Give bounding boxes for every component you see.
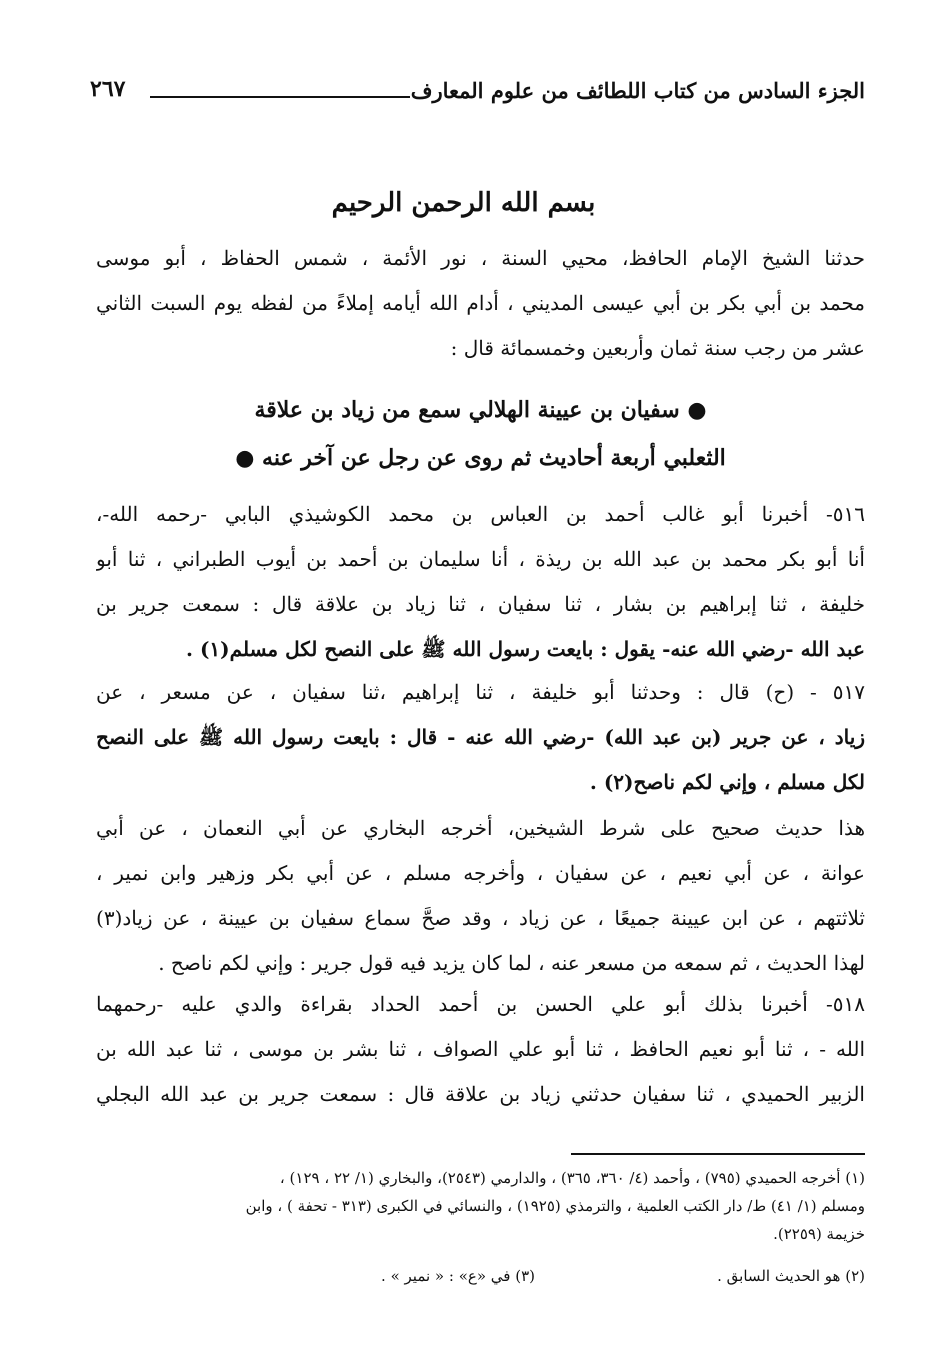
intro-line: محمد بن أبي بكر بن أبي عيسى المديني ، أدام الله أيامه إملاءً من لفظه يوم السبت الثاني — [96, 291, 865, 315]
footnote-3: (٣) في «ع» : « نمير » . — [381, 1267, 535, 1285]
page-number: ٢٦٧ — [90, 76, 126, 102]
header-rule — [150, 96, 410, 98]
intro-line: عشر من رجب سنة ثمان وأربعين وخمسمائة قال : — [450, 336, 865, 360]
intro-paragraph — [96, 236, 865, 371]
hadith-line: الزبير الحميدي ، ثنا سفيان حدثني زياد بن علاقة قال : سمعت جرير بن عبد الله البجلي — [96, 1082, 865, 1106]
footnote-2: (٢) هو الحديث السابق . — [717, 1267, 865, 1285]
section-heading-line: ● سفيان بن عيينة الهلالي سمع من زياد بن علاقة — [254, 397, 707, 423]
commentary-line: لهذا الحديث ، ثم سمعه من مسعر عنه ، لما كان يزيد فيه قول جرير : وإني لكم ناصح . — [158, 951, 865, 975]
commentary-line: هذا حديث صحيح على شرط الشيخين، أخرجه البخاري عن أبي النعمان ، عن أبي — [96, 816, 865, 840]
hadith-line: خليفة ، ثنا إبراهيم بن بشار ، ثنا سفيان ، ثنا زياد بن علاقة قال : سمعت جرير بن — [96, 592, 865, 616]
commentary-line: ثلاثتهم ، عن ابن عيينة جميعًا ، عن زياد ، وقد صحَّ سماع سفيان بن عيينة ، عن زياد(٣) — [96, 906, 865, 930]
section-heading-line: الثعلبي أربعة أحاديث ثم روى عن رجل عن آخر عنه ● — [235, 445, 726, 471]
running-header-title: الجزء السادس من كتاب اللطائف من علوم المعارف — [410, 78, 865, 103]
hadith-line: الله - ، ثنا أبو نعيم الحافظ ، ثنا أبو علي الصواف ، ثنا بشر بن موسى ، ثنا عبد الله بن — [96, 1037, 865, 1061]
footnote-1 — [96, 1164, 865, 1248]
running-header — [90, 70, 865, 118]
commentary-paragraph — [96, 806, 865, 986]
footnote-line: خزيمة (٢٢٥٩). — [773, 1225, 865, 1243]
basmala-heading: بسم الله الرحمن الرحيم — [331, 188, 596, 218]
footnote-line: ومسلم (١/ ٤١) ط/ دار الكتب العلمية ، والترمذي (١٩٢٥) ، والنسائي في الكبرى (٣١٣ - تحفة ) ، وابن — [245, 1197, 865, 1215]
hadith-line: ٥١٧ - (ح) قال : وحدثنا أبو خليفة ، ثنا إبراهيم ،ثنا سفيان ، عن مسعر ، عن — [96, 680, 865, 704]
hadith-line: زياد ، عن جرير (بن عبد الله) -رضي الله عنه - قال : بايعت رسول الله ﷺ على النصح — [96, 725, 865, 749]
footnote-rule — [571, 1153, 865, 1155]
hadith-line: ٥١٦- أخبرنا أبو غالب أحمد بن العباس بن محمد الكوشيذي البابي -رحمه الله-، — [96, 502, 865, 526]
hadith-516 — [96, 492, 865, 672]
hadith-line: ٥١٨- أخبرنا بذلك أبو علي الحسن بن أحمد الحداد بقراءة والدي عليه -رحمهما — [96, 992, 865, 1016]
hadith-518 — [96, 982, 865, 1117]
hadith-line: عبد الله -رضي الله عنه- يقول : بايعت رسول الله ﷺ على النصح لكل مسلم(١) . — [186, 637, 865, 661]
hadith-line: أنا أبو بكر محمد بن عبد الله بن ريذة ، أنا سليمان بن أحمد بن أيوب الطبراني ، ثنا أبو — [96, 547, 865, 571]
commentary-line: عوانة ، عن أبي نعيم ، عن سفيان ، وأخرجه مسلم ، عن أبي بكر وزهير وابن نمير ، — [96, 861, 865, 885]
intro-line: حدثنا الشيخ الإمام الحافظ، محيي السنة ، نور الأئمة ، شمس الحفاظ ، أبو موسى — [96, 246, 865, 270]
section-heading — [96, 386, 865, 482]
footnote-line: (١) أخرجه الحميدي (٧٩٥) ، وأحمد (٤/ ٣٦٠، ٣٦٥) ، والدارمي (٢٥٤٣)، والبخاري (١/ ٢٢ ، ١٢٩) ، — [279, 1169, 865, 1187]
footnotes-2-3 — [96, 1262, 865, 1290]
hadith-line: لكل مسلم ، وإني لكم ناصح(٢) . — [589, 770, 865, 794]
hadith-517 — [96, 670, 865, 805]
